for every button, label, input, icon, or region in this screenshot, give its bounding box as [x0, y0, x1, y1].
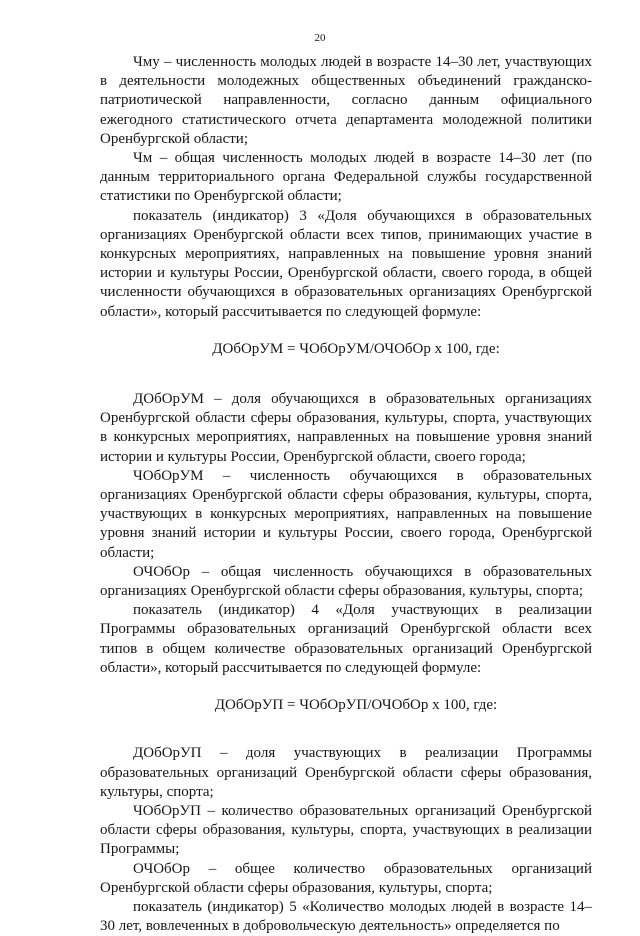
definition-dobrum: ДОбОрУМ – доля обучающихся в образовательных организациях Оренбургской области сферы образования, культуры, спорта, участвующих в конкурсных мероприятиях, направленных на повышение уровня знаний истории и культуры России, Оренбургской области, своего города;	[100, 391, 592, 465]
definition-dobrup: ДОбОрУП – доля участвующих в реализации Программы образовательных организаций Оренбургской области сферы образования, культуры, спорта;	[100, 745, 592, 800]
document-body	[100, 53, 592, 936]
definition-ochobor-2: ОЧОбОр – общее количество образовательных организаций Оренбургской области сферы образования, культуры, спорта;	[100, 860, 592, 896]
definition-chmu: Чму – численность молодых людей в возрасте 14–30 лет, участвующих в деятельности молодежных общественных объединений гражданско-патриотической направленности, согласно данным официального ежегодного статистического отчета департамента молодежной политики Оренбургской области;	[100, 54, 592, 147]
definition-chm: Чм – общая численность молодых людей в возрасте 14–30 лет (по данным территориального органа Федеральной службы государственной статистики по Оренбургской области;	[100, 150, 592, 205]
definition-chobrup: ЧОбОрУП – количество образовательных организаций Оренбургской области сферы образования, культуры, спорта, участвующих в реализации Программы;	[100, 802, 592, 858]
definition-ochobor-1: ОЧОбОр – общая численность обучающихся в образовательных организациях Оренбургской области сферы образования, культуры, спорта;	[100, 563, 592, 600]
page-number: 20	[314, 32, 326, 44]
definition-chobrum: ЧОбОрУМ – численность обучающихся в образовательных организациях Оренбургской области сферы образования, культуры, спорта, участвующих в конкурсных мероприятиях, направленных на повышение уровня знаний истории и культуры России, своего города, Оренбургской области;	[100, 467, 592, 561]
indicator-4-description: показатель (индикатор) 4 «Доля участвующих в реализации Программы образовательных организаций Оренбургской области всех типов в общем количестве образовательных организаций Оренбургской области», который рассчитывается по следующей формуле:	[100, 602, 592, 676]
formula-dobrum: ДОбОрУМ = ЧОбОрУМ/ОЧОбОр х 100, где:	[212, 340, 500, 357]
formula-dobrup: ДОбОрУП = ЧОбОрУП/ОЧОбОр х 100, где:	[214, 697, 498, 714]
indicator-5-description: показатель (индикатор) 5 «Количество молодых людей в возрасте 14–30 лет, вовлеченных в добровольческую деятельность» определяется по	[100, 898, 592, 935]
indicator-3-description: показатель (индикатор) 3 «Доля обучающихся в образовательных организациях Оренбургской области всех типов, принимающих участие в конкурсных мероприятиях, направленных на повышение уровня знаний истории и культуры России, Оренбургской области, своего города, в общей численности обучающихся в образовательных организациях Оренбургской области», который рассчитывается по следующей формуле:	[100, 207, 592, 320]
